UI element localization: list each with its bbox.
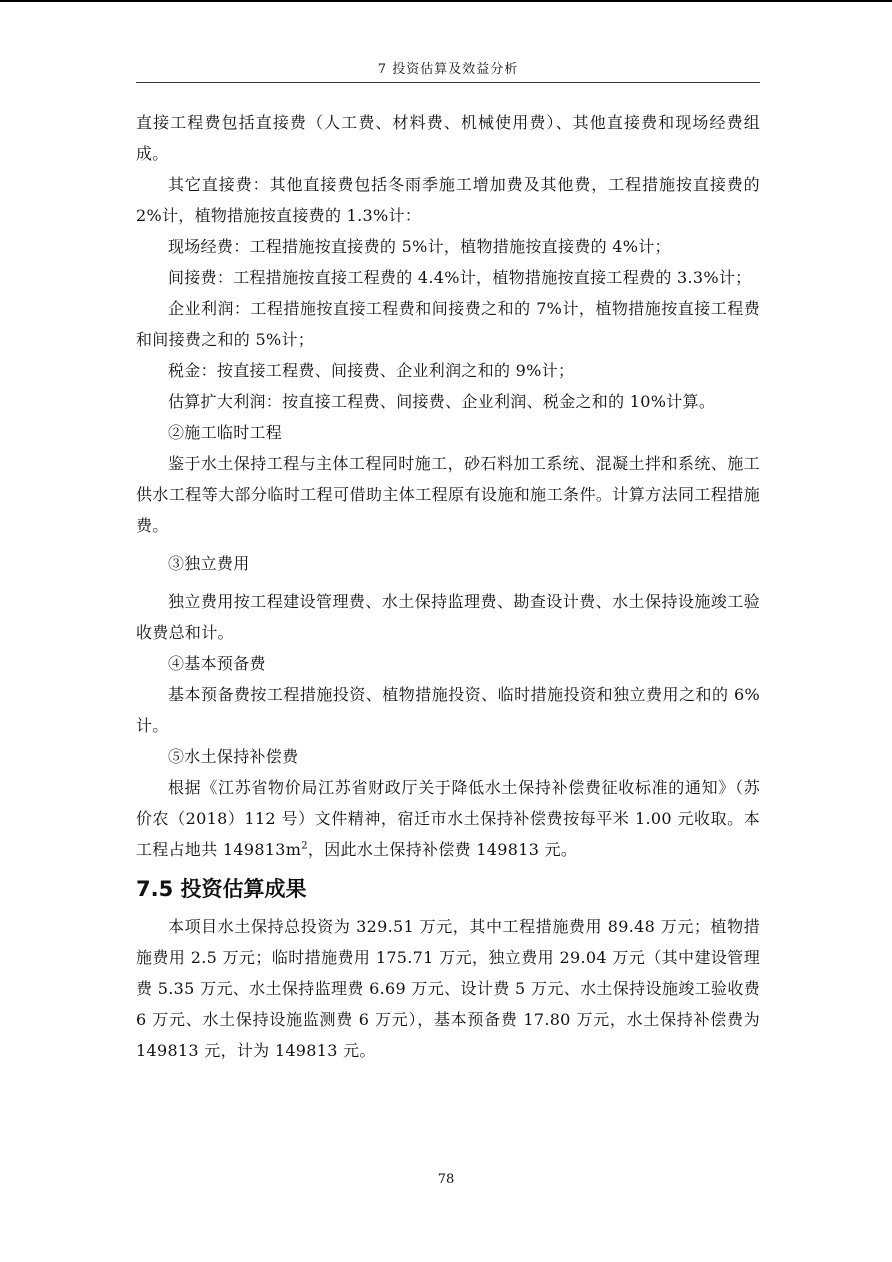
subheading-temporary-works: ②施工临时工程 bbox=[168, 423, 283, 442]
compensation-text-b: ，因此水土保持补偿费 149813 元。 bbox=[307, 840, 578, 859]
subheading-compensation-fee: ⑤水土保持补偿费 bbox=[168, 747, 299, 766]
paragraph-tax: 税金：按直接工程费、间接费、企业利润之和的 9%计； bbox=[168, 361, 575, 380]
page-number: 78 bbox=[437, 1172, 455, 1187]
paragraph-direct-cost: 直接工程费包括直接费（人工费、材料费、机械使用费）、其他直接费和现场经费组成。 bbox=[136, 113, 760, 163]
compensation-text-a: 根据《江苏省物价局江苏省财政厅关于降低水土保持补偿费征收标准的通知》（苏价农（2018）112 号）文件精神，宿迁市水土保持补偿费按每平米 1.00 元收取。本工程占地共 149813m bbox=[136, 778, 760, 859]
subheading-independent-cost: ③独立费用 bbox=[168, 554, 250, 573]
paragraph-enterprise-profit: 企业利润：工程措施按直接工程费和间接费之和的 7%计，植物措施按直接工程费和间接费之和的 5%计； bbox=[136, 299, 760, 349]
section-heading-7-5: 7.5 投资估算成果 bbox=[136, 877, 307, 901]
paragraph-basic-reserve: 基本预备费按工程措施投资、植物措施投资、临时措施投资和独立费用之和的 6%计。 bbox=[136, 685, 760, 735]
subheading-basic-reserve: ④基本预备费 bbox=[168, 654, 266, 673]
top-border bbox=[0, 0, 892, 2]
paragraph-expanded-profit: 估算扩大利润：按直接工程费、间接费、企业利润、税金之和的 10%计算。 bbox=[168, 392, 716, 411]
document-body bbox=[136, 107, 760, 1066]
paragraph-indirect-cost: 间接费：工程措施按直接工程费的 4.4%计，植物措施按直接工程费的 3.3%计； bbox=[168, 268, 752, 287]
paragraph-other-direct-cost: 其它直接费：其他直接费包括冬雨季施工增加费及其他费，工程措施按直接费的 2%计，植物措施按直接费的 1.3%计： bbox=[136, 175, 760, 225]
superscript-2: 2 bbox=[301, 840, 308, 852]
paragraph-investment-result: 本项目水土保持总投资为 329.51 万元，其中工程措施费用 89.48 万元；植物措施费用 2.5 万元；临时措施费用 175.71 万元，独立费用 29.04 万元（其中建设管理费 5.35 万元、水土保持监理费 6.69 万元、设计费 5 万元、水土保持设施竣工验收费 6 万元、水土保持设施监测费 6 万元），基本预备费 17.80 万元，水土保持补偿费为 149813 元，计为 149813 元。 bbox=[136, 917, 760, 1060]
paragraph-temporary-works: 鉴于水土保持工程与主体工程同时施工，砂石料加工系统、混凝土拌和系统、施工供水工程等大部分临时工程可借助主体工程原有设施和施工条件。计算方法同工程措施费。 bbox=[136, 454, 760, 535]
paragraph-independent-cost: 独立费用按工程建设管理费、水土保持监理费、勘查设计费、水土保持设施竣工验收费总和计。 bbox=[136, 592, 760, 642]
paragraph-compensation-fee bbox=[136, 772, 760, 865]
paragraph-site-expense: 现场经费：工程措施按直接费的 5%计，植物措施按直接费的 4%计； bbox=[168, 237, 671, 256]
page-header: 7 投资估算及效益分析 bbox=[136, 58, 760, 83]
